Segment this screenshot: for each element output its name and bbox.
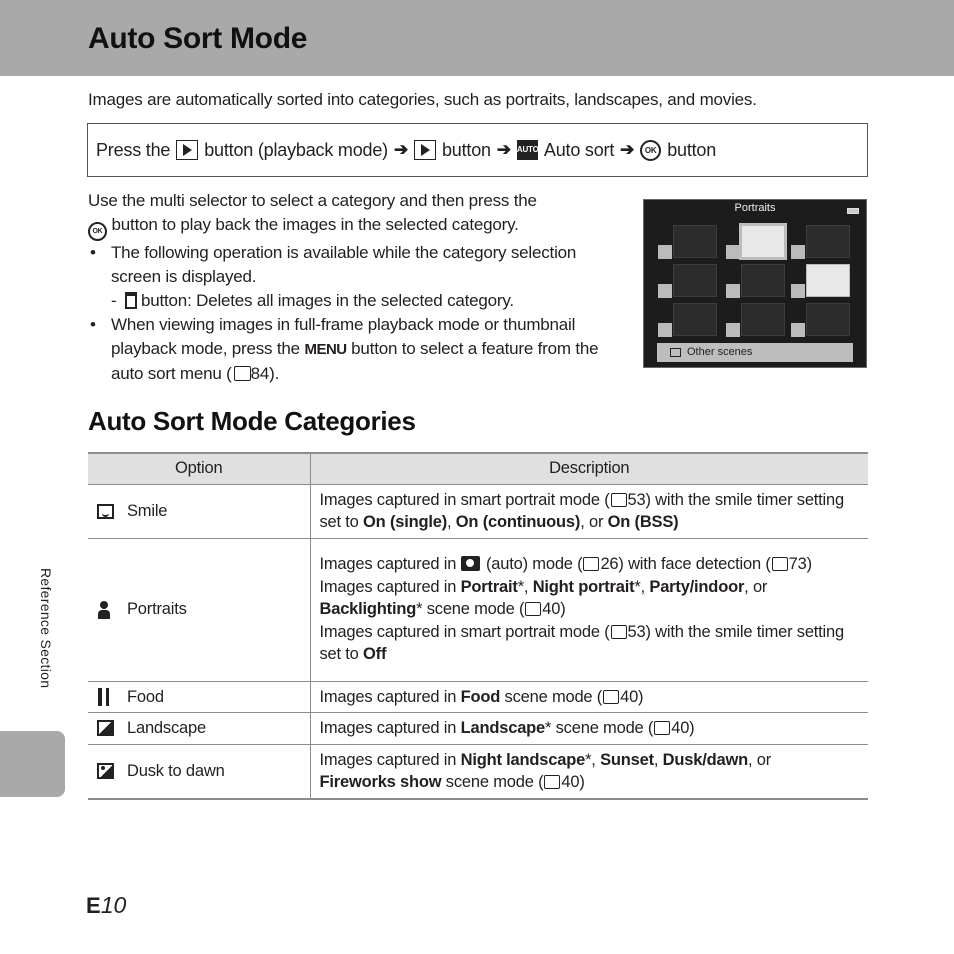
reference-page: 84 [250, 364, 270, 383]
column-header-option: Option [88, 453, 310, 484]
reference-icon [654, 721, 670, 735]
reference-icon [772, 557, 788, 571]
procedure-box [87, 123, 868, 177]
desc-text: Images captured in [319, 577, 461, 596]
trash-icon [125, 292, 137, 309]
desc-bold: Landscape [460, 719, 546, 737]
intro-text: Images are automatically sorted into categories, such as portraits, landscapes, and movies. [88, 90, 757, 109]
arrow-icon: ➔ [393, 140, 408, 159]
desc-text: ) [579, 773, 585, 791]
menu-button-icon: MENU [304, 341, 347, 358]
reference-page: 40 [620, 687, 639, 706]
page-number [86, 892, 126, 919]
desc-text: (auto) mode ( [481, 555, 583, 574]
smile-icon [97, 504, 114, 519]
desc-text: ) with face detection ( [618, 555, 771, 574]
thumbnail [806, 225, 850, 258]
desc-text: * scene mode ( [545, 719, 654, 737]
desc-bold: Portrait [460, 577, 518, 596]
pet-icon [658, 323, 672, 337]
thumbnail [741, 303, 785, 336]
arrow-icon: ➔ [496, 140, 511, 159]
selected-frame [739, 223, 787, 260]
desc-bold: Food [460, 687, 501, 706]
table-row [88, 713, 868, 745]
description-cell [310, 484, 868, 538]
other-scenes-label: Other scenes [687, 346, 753, 358]
procedure-button-playback: button (playback mode) [204, 139, 388, 160]
reference-page: 40 [561, 773, 580, 791]
page-title: Auto Sort Mode [88, 22, 308, 55]
ok-icon: OK [88, 222, 107, 241]
option-cell [88, 484, 310, 538]
sub-text: button: Deletes all images in the selected category. [141, 291, 514, 310]
section-title: Auto Sort Mode Categories [88, 406, 416, 436]
reference-page: 40 [542, 600, 561, 619]
page-number-value: 10 [100, 892, 127, 918]
smile-icon [658, 245, 672, 259]
table-row [88, 744, 868, 799]
procedure-auto-sort: Auto sort [543, 139, 615, 160]
desc-text: scene mode ( [441, 773, 544, 791]
reference-page: 26 [600, 555, 619, 574]
desc-bold: Dusk/dawn [662, 750, 748, 769]
desc-text: ) [689, 719, 695, 737]
desc-sep: , or [580, 513, 608, 531]
desc-bold: On (BSS) [607, 513, 679, 531]
reference-icon [525, 602, 541, 616]
reference-page: 73 [788, 555, 807, 574]
dusk-icon [726, 284, 740, 298]
other-scenes-bar [657, 343, 853, 362]
option-cell [88, 681, 310, 713]
desc-bold: Night landscape [460, 750, 586, 769]
section-side-label: Reference Section [38, 568, 54, 689]
desc-bold: Night portrait [532, 577, 635, 596]
table-row [88, 538, 868, 681]
desc-text: Images captured in [319, 555, 461, 574]
reference-icon [611, 625, 627, 639]
desc-text: ) [638, 687, 644, 706]
reference-icon [234, 366, 251, 381]
desc-bold: Sunset [600, 750, 654, 769]
option-cell [88, 744, 310, 799]
bullet-text: ). [269, 364, 280, 383]
desc-bold: On (single) [363, 513, 448, 531]
desc-text: ) with the smile timer setting set to [319, 622, 844, 664]
bullet-item [88, 241, 618, 313]
desc-text: ) with the smile timer setting set to [319, 490, 844, 531]
arrow-icon: ➔ [620, 140, 635, 159]
desc-sep: , [653, 750, 663, 769]
desc-text: Images captured in smart portrait mode ( [319, 622, 610, 641]
reference-section-icon: E [86, 892, 99, 918]
thumbnail [673, 264, 717, 297]
reference-icon [603, 690, 619, 704]
camera-screen [643, 199, 867, 368]
thumbnail [806, 264, 850, 297]
instructions-part-b: button to play back the images in the selected category. [111, 215, 519, 234]
desc-text: Images captured in smart portrait mode ( [319, 490, 610, 509]
procedure-press-the: Press the [96, 139, 171, 160]
desc-bold: Off [363, 645, 387, 664]
bullet-item [88, 313, 618, 386]
option-label: Landscape [127, 719, 206, 737]
description-cell [310, 681, 868, 713]
bullet-list [88, 241, 618, 386]
section-tab [0, 731, 65, 797]
instructions [88, 189, 618, 241]
bullet-text: When viewing images in full-frame playback mode or thumbnail playback mode, press the [111, 315, 576, 358]
desc-text: Images captured in [319, 687, 461, 706]
categories-table [88, 452, 868, 800]
bullet-text: The following operation is available while the category selection screen is displayed. [111, 243, 577, 286]
thumbnail [673, 303, 717, 336]
other-scenes-icon [670, 348, 681, 357]
desc-sep: *, [634, 577, 650, 596]
option-label: Smile [127, 501, 168, 520]
auto-sort-icon: AUTO [517, 140, 538, 160]
desc-bold: Party/indoor [649, 577, 745, 596]
closeup-icon [791, 284, 805, 298]
body-text [88, 189, 618, 386]
title-bar [0, 0, 954, 76]
option-label: Food [127, 687, 164, 706]
description-cell [310, 713, 868, 745]
thumbnail [673, 225, 717, 258]
camera-screen-title: Portraits [734, 202, 776, 214]
sub-item [88, 289, 618, 313]
procedure-button-end: button [667, 139, 717, 160]
option-cell [88, 713, 310, 745]
portrait-icon [97, 601, 111, 619]
sub-dash: - [111, 291, 117, 310]
option-label: Dusk to dawn [127, 761, 225, 780]
desc-sep: *, [585, 750, 601, 769]
bullet-text: button to select a feature from the auto sort menu ( [111, 339, 599, 383]
description-cell [310, 744, 868, 799]
reference-icon [583, 557, 599, 571]
thumbnail [741, 264, 785, 297]
food-icon [791, 245, 805, 259]
ok-icon: OK [640, 140, 661, 161]
description-cell [310, 538, 868, 681]
table-row [88, 681, 868, 713]
movie-icon [726, 323, 740, 337]
desc-text: scene mode ( [500, 687, 603, 706]
desc-bold: Fireworks show [319, 773, 442, 791]
instructions-part-a: Use the multi selector to select a category and then press the [88, 191, 537, 210]
reference-icon [611, 493, 627, 507]
desc-text: Images captured in [319, 719, 461, 737]
battery-icon [847, 208, 859, 214]
reference-icon [544, 775, 560, 789]
desc-text: * scene mode ( [416, 600, 525, 619]
landscape-icon [97, 720, 114, 736]
desc-text: Images captured in [319, 750, 461, 769]
food-icon [97, 688, 111, 706]
landscape-icon [658, 284, 672, 298]
playback-icon [176, 140, 198, 160]
table-row [88, 484, 868, 538]
desc-sep: , [447, 513, 456, 531]
copy-icon [791, 323, 805, 337]
table-header-row [88, 453, 868, 484]
procedure-button: button [442, 139, 491, 160]
option-cell [88, 538, 310, 681]
reference-page: 53 [627, 622, 646, 641]
desc-sep: , or [744, 577, 768, 596]
reference-page: 53 [627, 490, 646, 509]
desc-sep: , or [747, 750, 772, 769]
playback-icon [414, 140, 436, 160]
desc-sep: *, [517, 577, 533, 596]
thumbnail [806, 303, 850, 336]
desc-bold: Backlighting [319, 600, 417, 619]
desc-bold: On (continuous) [455, 513, 581, 531]
dusk-icon [97, 763, 114, 779]
desc-text: ) [806, 555, 812, 574]
reference-page: 40 [671, 719, 690, 737]
column-header-description: Description [310, 453, 868, 484]
option-label: Portraits [127, 600, 187, 619]
portrait-icon [726, 245, 740, 259]
desc-text: ) [560, 600, 566, 619]
camera-icon [461, 556, 480, 571]
